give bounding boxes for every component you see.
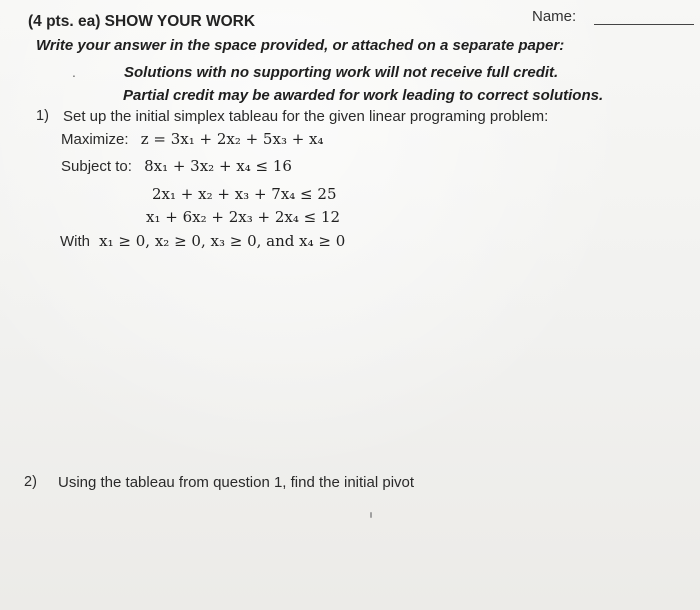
name-blank-line: [594, 24, 694, 25]
question-1-number: 1): [36, 108, 49, 124]
constraint-1: 8x₁ + 3x₂ + x₄ ≤ 16: [144, 157, 292, 175]
objective-function: z = 3x₁ + 2x₂ + 5x₃ + x₄: [140, 130, 324, 148]
nonnegativity-prefix: With: [60, 233, 90, 250]
question-2-prompt: Using the tableau from question 1, find the initial pivot: [58, 474, 415, 491]
instruction-line-1: Write your answer in the space provided, or attached on a separate paper:: [36, 37, 565, 54]
nonnegativity-row: [60, 232, 345, 250]
question-2-number: 2): [24, 474, 37, 490]
constraint-row-3: [146, 208, 340, 226]
constraint-row-1: [61, 157, 292, 175]
worksheet-header: (4 pts. ea) SHOW YOUR WORK: [28, 13, 256, 30]
instruction-line-3: Partial credit may be awarded for work leading to correct solutions.: [123, 87, 604, 104]
name-label: Name:: [532, 8, 577, 25]
subject-to-label: Subject to:: [61, 158, 132, 175]
constraint-3: x₁ + 6x₂ + 2x₃ + 2x₄ ≤ 12: [146, 208, 341, 226]
instruction-line-2: Solutions with no supporting work will not receive full credit.: [124, 64, 559, 81]
nonnegativity-constraints: x₁ ≥ 0, x₂ ≥ 0, x₃ ≥ 0, and x₄ ≥ 0: [99, 232, 346, 250]
stray-pen-mark: [370, 512, 372, 518]
objective-row: [61, 130, 324, 148]
maximize-label: Maximize:: [61, 131, 129, 148]
question-1-prompt: Set up the initial simplex tableau for the given linear programing problem:: [63, 108, 549, 125]
constraint-row-2: [152, 185, 336, 203]
bullet-mark: .: [72, 64, 76, 80]
constraint-2: 2x₁ + x₂ + x₃ + 7x₄ ≤ 25: [152, 185, 337, 203]
